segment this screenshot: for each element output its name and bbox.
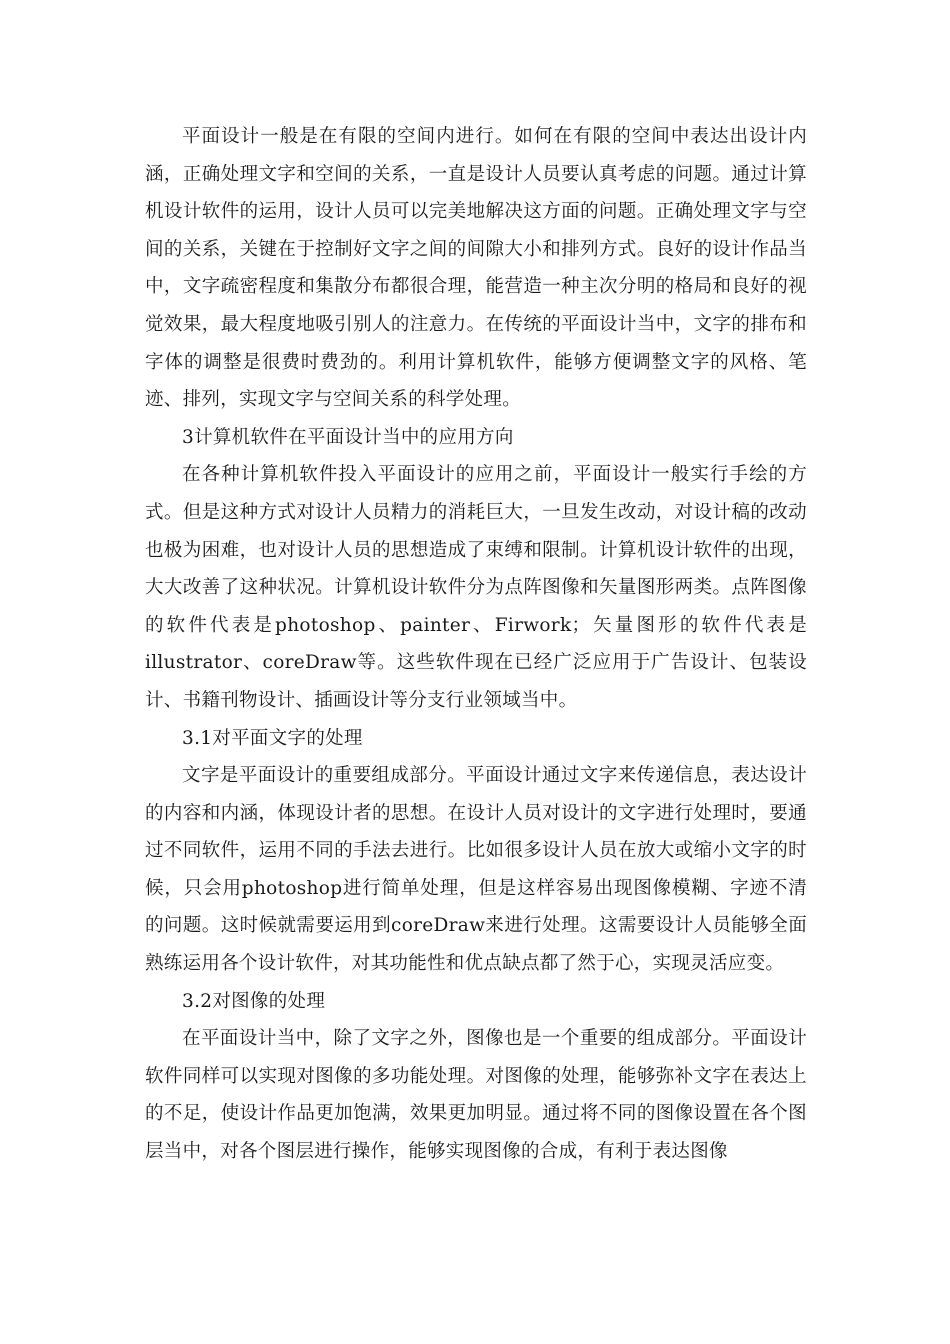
- paragraph-software-history: 在各种计算机软件投入平面设计的应用之前，平面设计一般实行手绘的方式。但是这种方式对设计人员精力的消耗巨大，一旦发生改动，对设计稿的改动也极为困难，也对设计人员的思想造成了束缚和限制。计算机设计软件的出现，大大改善了这种状况。计算机设计软件分为点阵图像和矢量图形两类。点阵图像的软件代表是photoshop、painter、Firwork；矢量图形的软件代表是illustrator、coreDraw等。这些软件现在已经广泛应用于广告设计、包装设计、书籍刊物设计、插画设计等分支行业领域当中。: [145, 464, 807, 711]
- section-heading-3-2: 3.2对图像的处理: [182, 990, 326, 1012]
- paragraph-text-processing: 文字是平面设计的重要组成部分。平面设计通过文字来传递信息，表达设计的内容和内涵，体现设计者的思想。在设计人员对设计的文字进行处理时，要通过不同软件，运用不同的手法去进行。比如很多设计人员在放大或缩小文字的时候，只会用photoshop进行简单处理，但是这样容易出现图像模糊、字迹不清的问题。这时候就需要运用到coreDraw来进行处理。这需要设计人员能够全面熟练运用各个设计软件，对其功能性和优点缺点都了然于心，实现灵活应变。: [145, 765, 807, 975]
- paragraph-image-processing: 在平面设计当中，除了文字之外，图像也是一个重要的组成部分。平面设计软件同样可以实现对图像的多功能处理。对图像的处理，能够弥补文字在表达上的不足，使设计作品更加饱满，效果更加明显。通过将不同的图像设置在各个图层当中，对各个图层进行操作，能够实现图像的合成，有利于表达图像: [145, 1028, 807, 1163]
- section-heading-3: 3计算机软件在平面设计当中的应用方向: [182, 426, 514, 448]
- document-page: [145, 118, 807, 1171]
- section-heading-3-1: 3.1对平面文字的处理: [182, 727, 363, 749]
- paragraph-text-space: 平面设计一般是在有限的空间内进行。如何在有限的空间中表达出设计内涵，正确处理文字和空间的关系，一直是设计人员要认真考虑的问题。通过计算机设计软件的运用，设计人员可以完美地解决这方面的问题。正确处理文字与空间的关系，关键在于控制好文字之间的间隙大小和排列方式。良好的设计作品当中，文字疏密程度和集散分布都很合理，能营造一种主次分明的格局和良好的视觉效果，最大程度地吸引别人的注意力。在传统的平面设计当中，文字的排布和字体的调整是很费时费劲的。利用计算机软件，能够方便调整文字的风格、笔迹、排列，实现文字与空间关系的科学处理。: [145, 126, 807, 411]
